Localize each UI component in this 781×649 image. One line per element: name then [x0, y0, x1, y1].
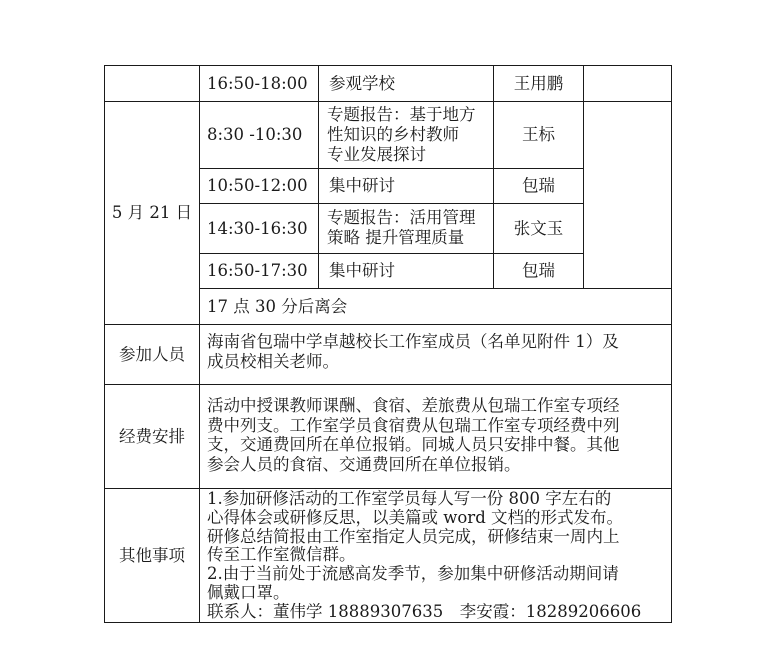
- expenses-label: 经费安排: [119, 426, 185, 446]
- participants-text: 海南省包瑞中学卓越校长工作室成员（名单见附件 1）及 成员校相关老师。: [207, 332, 619, 371]
- time-cell: 16:50-17:30: [207, 261, 308, 280]
- departure-cell: 17 点 30 分后离会: [207, 296, 348, 316]
- speaker-cell: 包瑞: [522, 176, 555, 195]
- content-cell: 集中研讨: [329, 176, 395, 195]
- participants-label: 参加人员: [119, 344, 185, 364]
- table-border-right: [671, 65, 672, 623]
- date-cell: 5 月 21 日: [111, 203, 193, 222]
- time-cell: 14:30-16:30: [207, 218, 308, 238]
- expenses-text: 活动中授课教师课酬、食宿、差旅费从包瑞工作室专项经 费中列支。工作室学员食宿费从包瑞工作室专项经费中列 支，交通费回所在单位报销。同城人员只安排中餐。其他 参会人员的食宿、交通费回所在单位报销。: [207, 396, 620, 474]
- speaker-cell: 张文玉: [513, 218, 564, 238]
- time-cell: 10:50-12:00: [207, 176, 308, 195]
- speaker-cell: 包瑞: [522, 261, 555, 280]
- other-label: 其他事项: [119, 545, 185, 565]
- other-text: 1.参加研修活动的工作室学员每人写一份 800 字左右的 心得体会或研修反思，以美篇或 word 文档的形式发布。 研修总结简报由工作室指定人员完成，研修结束一周内上 传至工作室微信群。 2.由于当前处于流感高发季节，参加集中研修活动期间请 佩戴口罩。 联系人：董伟学 18889307635 李安霞：18289206606: [200, 489, 671, 622]
- contact-line: 联系人：董伟学 18889307635 李安霞：18289206606: [207, 601, 642, 621]
- time-cell: 8:30 -10:30: [207, 125, 303, 144]
- column-divider: [583, 65, 584, 289]
- speaker-cell: 王标: [522, 125, 555, 144]
- content-cell: 集中研讨: [329, 261, 395, 280]
- content-cell: 专题报告：基于地方 性知识的乡村教师 专业发展探讨: [327, 105, 476, 164]
- time-cell: 16:50-18:00: [207, 73, 308, 93]
- table-border-bottom: [104, 622, 671, 623]
- content-cell: 参观学校: [329, 73, 395, 93]
- content-cell: 专题报告：活用管理 策略 提升管理质量: [327, 208, 476, 247]
- speaker-cell: 王用鹏: [513, 73, 564, 93]
